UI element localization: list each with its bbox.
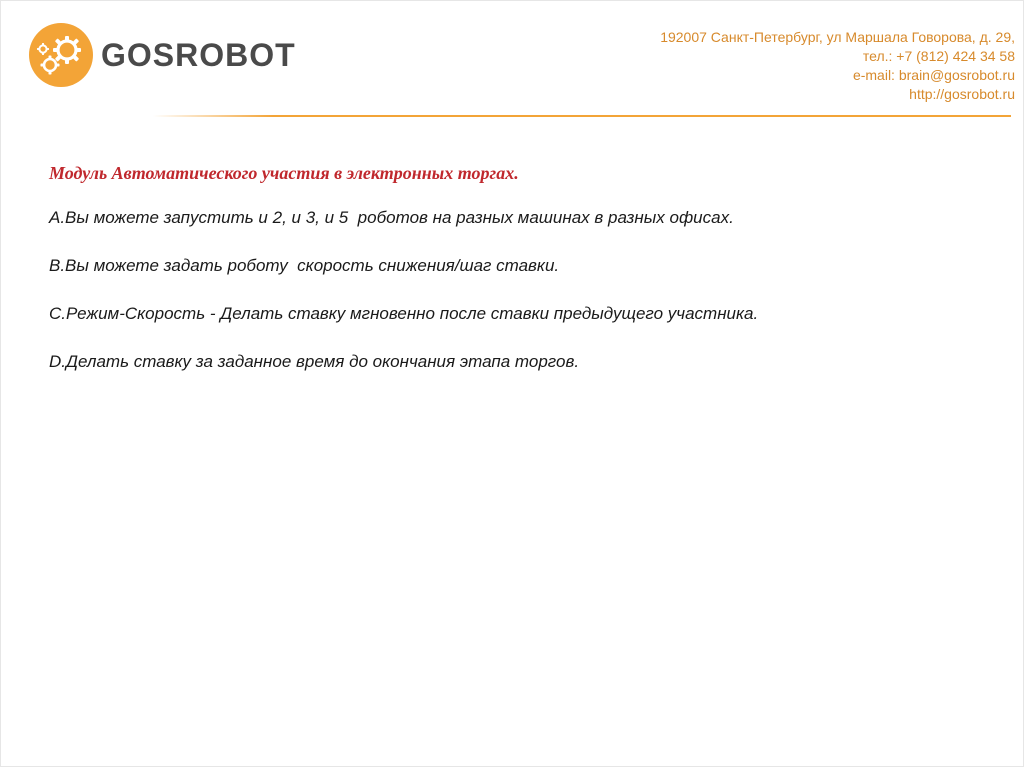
contact-phone: тел.: +7 (812) 424 34 58: [862, 48, 1015, 64]
contact-website[interactable]: http://gosrobot.ru: [909, 86, 1015, 102]
logo-text: GOSROBOT: [101, 37, 296, 73]
gosrobot-logo[interactable]: [29, 23, 309, 87]
contact-email[interactable]: e-mail: brain@gosrobot.ru: [852, 67, 1015, 83]
contact-address: 192007 Санкт-Петербург, ул Маршала Говорова, д. 29,: [660, 29, 1015, 45]
slide-content: [49, 161, 969, 399]
list-item-d: D.Делать ставку за заданное время до окончания этапа торгов.: [49, 352, 580, 371]
slide-heading: Модуль Автоматического участия в электронных торгах.: [49, 163, 519, 183]
list-item-b: B.Вы можете задать роботу скорость снижения/шаг ставки.: [49, 256, 560, 275]
header-divider: [153, 115, 1011, 117]
contact-info: [660, 28, 1015, 104]
list-item-c: C.Режим-Скорость - Делать ставку мгновенно после ставки предыдущего участника.: [49, 304, 759, 323]
list-item-a: A.Вы можете запустить и 2, и 3, и 5 роботов на разных машинах в разных офисах.: [49, 208, 734, 227]
gears-logo-icon: [29, 23, 93, 87]
